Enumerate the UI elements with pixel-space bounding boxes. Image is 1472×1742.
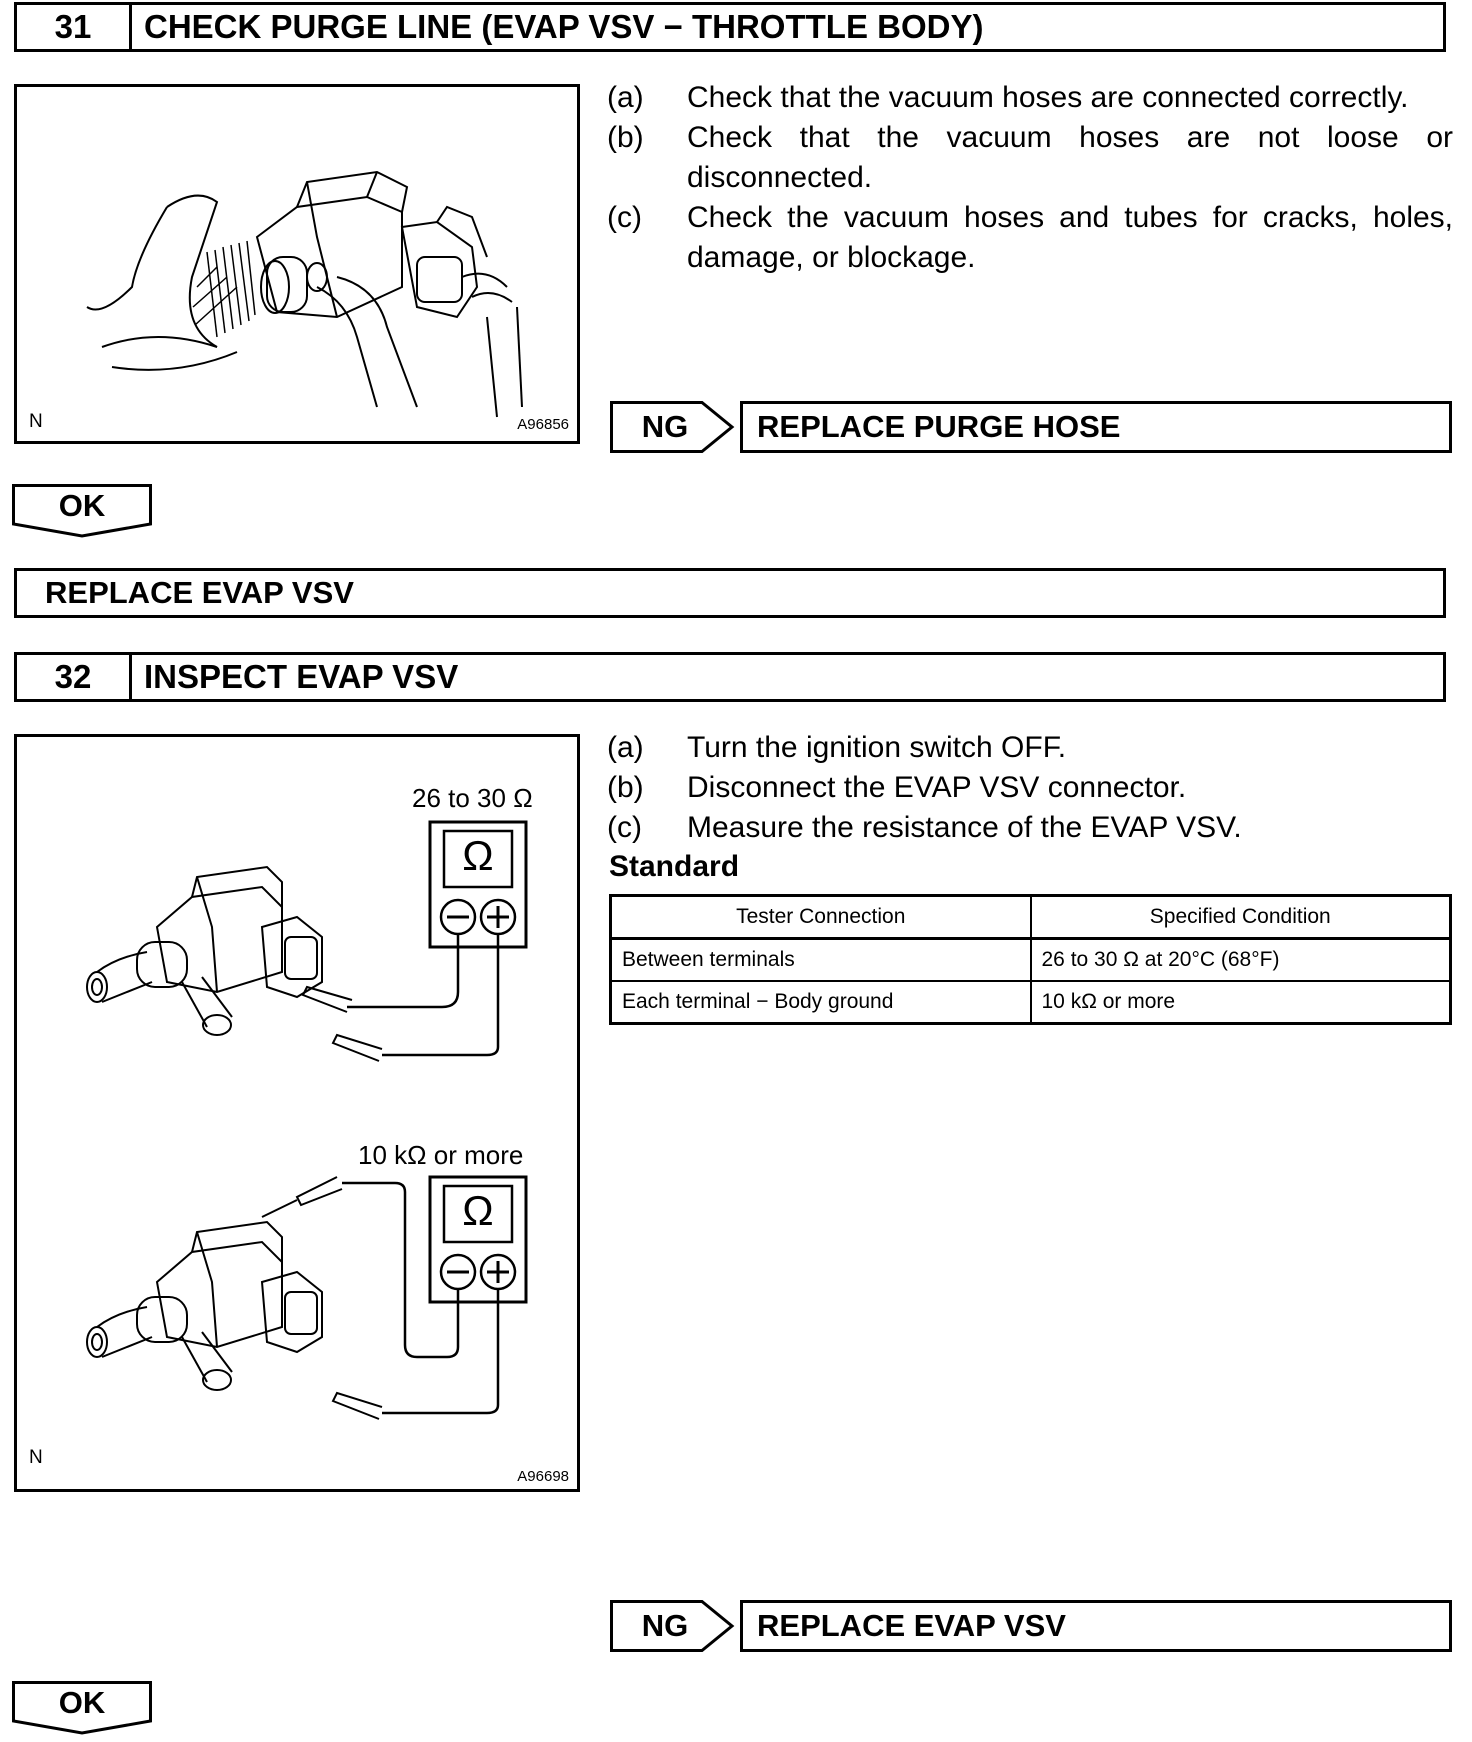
standard-title: Standard xyxy=(609,850,740,883)
figure-corner-label: N xyxy=(29,411,43,432)
ok-label: OK xyxy=(58,488,106,523)
table-cell: 26 to 30 Ω at 20°C (68°F) xyxy=(1031,939,1451,982)
instruction-label: (b) xyxy=(607,121,644,154)
bottom-reading-label: 10 kΩ or more xyxy=(358,1140,524,1170)
figure-code: A96698 xyxy=(517,1468,569,1485)
instruction-text: Check that the vacuum hoses are not loose or disconnected. xyxy=(687,121,1453,194)
instruction-item xyxy=(607,78,1453,118)
instruction-item xyxy=(607,198,1453,278)
step-number: 31 xyxy=(17,5,132,49)
table-cell: Between terminals xyxy=(611,939,1031,982)
figure-corner-label: N xyxy=(29,1447,43,1468)
instruction-item xyxy=(607,728,1453,768)
ng-label: NG xyxy=(641,409,689,444)
ok-label: OK xyxy=(58,1685,106,1720)
figure-code: A96856 xyxy=(517,416,569,433)
step-31-ng-branch xyxy=(610,401,1452,453)
instruction-text: Measure the resistance of the EVAP VSV. xyxy=(687,811,1242,844)
instruction-label: (c) xyxy=(607,811,642,844)
step-31-header xyxy=(14,2,1446,52)
purge-line-illustration xyxy=(14,84,580,444)
ohm-meter-icon: Ω xyxy=(462,832,494,879)
instruction-text: Check the vacuum hoses and tubes for cracks, holes, damage, or blockage. xyxy=(687,201,1453,274)
step-32-instructions xyxy=(607,728,1453,848)
instruction-label: (b) xyxy=(607,771,644,804)
instruction-item xyxy=(607,768,1453,808)
table-header-row xyxy=(611,896,1451,939)
instruction-text: Disconnect the EVAP VSV connector. xyxy=(687,771,1187,804)
table-header: Specified Condition xyxy=(1031,896,1451,939)
step-32-ok-branch xyxy=(12,1681,152,1735)
table-row xyxy=(611,981,1451,1024)
instruction-label: (c) xyxy=(607,201,642,234)
table-header: Tester Connection xyxy=(611,896,1031,939)
table-cell: Each terminal − Body ground xyxy=(611,981,1031,1024)
evap-vsv-resistance-illustration xyxy=(14,734,580,1492)
step-number: 32 xyxy=(17,655,132,699)
standard-table xyxy=(609,894,1452,1025)
top-reading-label: 26 to 30 Ω xyxy=(412,783,533,813)
instruction-label: (a) xyxy=(607,731,644,764)
instruction-label: (a) xyxy=(607,81,644,114)
ng-action: REPLACE PURGE HOSE xyxy=(740,401,1452,453)
step-31-result: REPLACE EVAP VSV xyxy=(14,568,1446,618)
instruction-text: Check that the vacuum hoses are connected correctly. xyxy=(687,81,1409,114)
step-32-header xyxy=(14,652,1446,702)
ng-label: NG xyxy=(641,1608,689,1643)
step-title: CHECK PURGE LINE (EVAP VSV − THROTTLE BODY) xyxy=(144,8,984,45)
step-31-instructions xyxy=(607,78,1453,278)
table-cell: 10 kΩ or more xyxy=(1031,981,1451,1024)
instruction-text: Turn the ignition switch OFF. xyxy=(687,731,1067,764)
instruction-item xyxy=(607,118,1453,198)
ng-action: REPLACE EVAP VSV xyxy=(740,1600,1452,1652)
ohm-meter-icon: Ω xyxy=(462,1187,494,1234)
table-row xyxy=(611,939,1451,982)
step-31-ok-branch xyxy=(12,484,152,538)
step-32-ng-branch xyxy=(610,1600,1452,1652)
instruction-item xyxy=(607,808,1453,848)
step-title: INSPECT EVAP VSV xyxy=(144,658,459,695)
